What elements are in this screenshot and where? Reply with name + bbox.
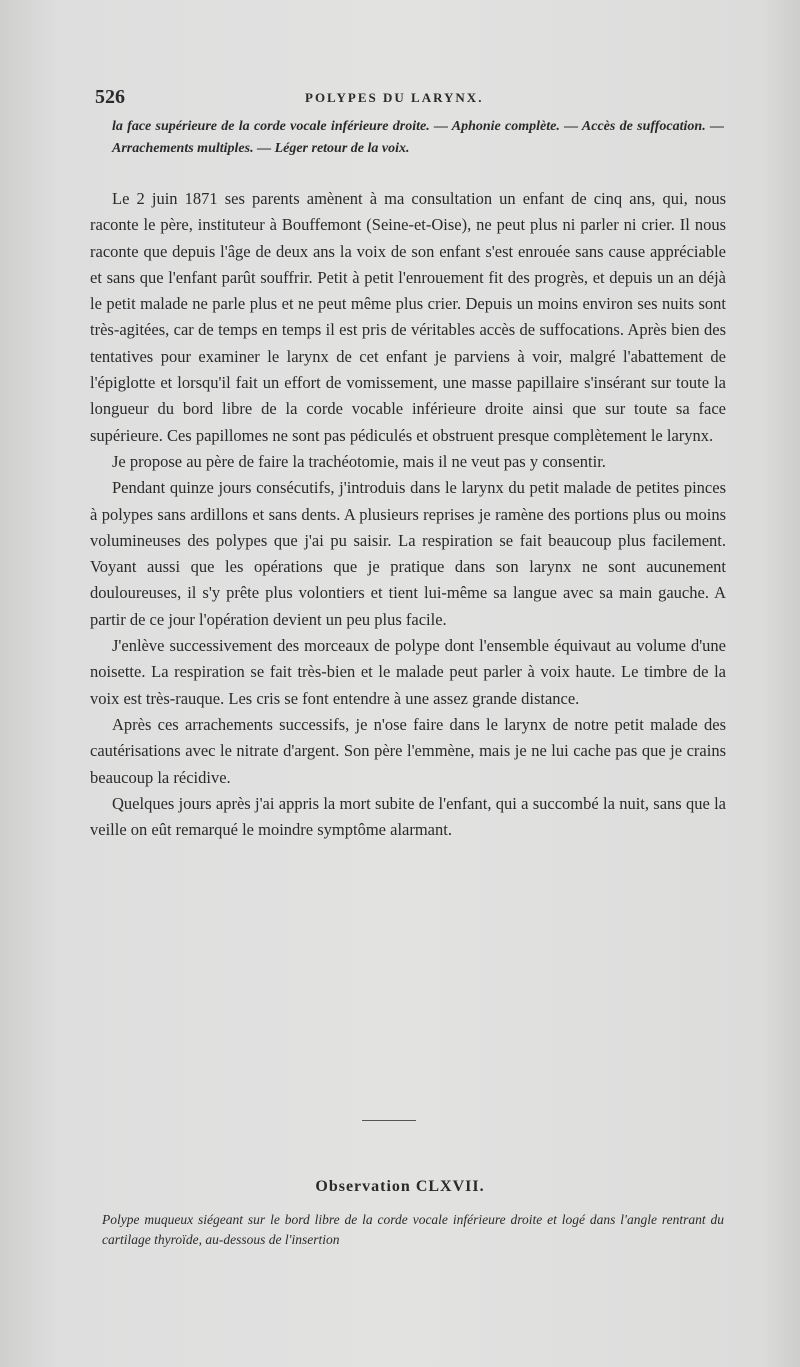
running-title: POLYPES DU LARYNX. xyxy=(305,90,484,105)
paragraph: J'enlève successivement des morceaux de polype dont l'ensemble équivaut au volume d'une noisette. La respiration se fait très-bien et le malade peut parler à voix haute. Le timbre de la voix est très-rauque. Les cris se font entendre à une assez grande distance. xyxy=(90,636,726,708)
paragraph: Pendant quinze jours consécutifs, j'introduis dans le larynx du petit malade de petites pinces à polypes sans ardillons et sans dents. A plusieurs reprises je ramène des portions plus ou moins volumineuses des polypes que j'ai pu saisir. La respiration se fait beaucoup plus facilement. Voyant aussi que les opérations que je pratique dans son larynx ne sont aucunement douloureuses, il s'y prête plus volontiers et tient lui-même sa langue avec sa main gauche. A partir de ce jour l'opération devient un peu plus facile. xyxy=(90,478,726,629)
page-header xyxy=(95,86,715,112)
paragraph: Le 2 juin 1871 ses parents amènent à ma consultation un enfant de cinq ans, qui, nous raconte le père, instituteur à Bouffemont (Seine-et-Oise), ne peut plus ni parler ni crier. Il nous raconte que depuis l'âge de deux ans la voix de son enfant s'est enrouée sans cause appréciable et sans que l'enfant parût souffrir. Petit à petit l'enrouement fit des progrès, et depuis un an déjà le petit malade ne parle plus et ne peut même plus crier. Depuis un moins environ ses nuits sont très-agitées, car de temps en temps il est pris de véritables accès de suffocations. Après bien des tentatives pour examiner le larynx de cet enfant je parviens à voir, malgré l'abattement de l'épiglotte et lorsqu'il fait un effort de vomissement, une masse papillaire s'insérant sur toute la longueur du bord libre de la corde vocable inférieure droite ainsi que sur toute sa face supérieure. Ces papillomes ne sont pas pédiculés et obstruent presque complètement le larynx. xyxy=(90,189,726,445)
page-number: 526 xyxy=(95,86,125,108)
paragraph: Après ces arrachements successifs, je n'ose faire dans le larynx de notre petit malade des cautérisations avec le nitrate d'argent. Son père l'emmène, mais je ne lui cache pas que je crains beaucoup la récidive. xyxy=(90,714,726,787)
observation-summary: Polype muqueux siégeant sur le bord libre de la corde vocale inférieure droite et logé dans l'angle rentrant du cartilage thyroïde, au-dessous de l'insertion xyxy=(102,1212,724,1247)
paragraph: Quelques jours après j'ai appris la mort subite de l'enfant, qui a succombé la nuit, sans que la veille on eût remarqué le moindre symptôme alarmant. xyxy=(90,793,726,840)
paragraph: Je propose au père de faire la trachéotomie, mais il ne veut pas y consentir. xyxy=(112,451,606,471)
observation-title: Observation CLXVII. xyxy=(315,1178,485,1195)
section-divider xyxy=(362,1120,416,1121)
observation-body xyxy=(90,186,726,843)
observation-summary-continued: la face supérieure de la corde vocale inférieure droite. — Aphonie complète. — Accès de suffocation. — Arrachements multiples. — Léger retour de la voix. xyxy=(112,119,724,156)
